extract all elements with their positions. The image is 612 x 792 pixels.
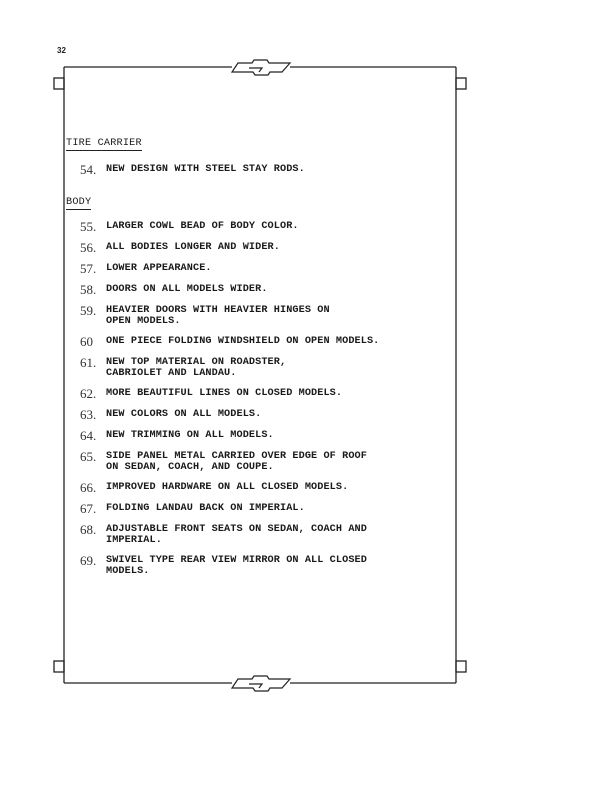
item-text: HEAVIER DOORS WITH HEAVIER HINGES ON OPEN MODELS. — [106, 305, 330, 327]
item-text: ALL BODIES LONGER AND WIDER. — [106, 242, 280, 253]
item-number: 66. — [80, 480, 97, 495]
section-heading-body: BODY — [66, 197, 92, 208]
item-number: 58. — [80, 282, 97, 297]
list-item — [80, 164, 446, 176]
section-tire-carrier — [66, 138, 446, 176]
item-text: IMPROVED HARDWARE ON ALL CLOSED MODELS. — [106, 482, 349, 493]
item-text: ADJUSTABLE FRONT SEATS ON SEDAN, COACH AND IMPERIAL. — [106, 524, 367, 546]
item-text: LARGER COWL BEAD OF BODY COLOR. — [106, 221, 299, 232]
item-number: 61. — [80, 355, 97, 370]
item-text: FOLDING LANDAU BACK ON IMPERIAL. — [106, 503, 305, 514]
section-heading-tire-carrier: TIRE CARRIER — [66, 138, 142, 149]
item-number: 59. — [80, 303, 97, 318]
item-number: 55. — [80, 219, 97, 234]
list-item — [80, 482, 446, 494]
item-text: NEW DESIGN WITH STEEL STAY RODS. — [106, 164, 305, 175]
corner-square-bottom-left — [54, 661, 64, 672]
item-text: SIDE PANEL METAL CARRIED OVER EDGE OF ROOF ON SEDAN, COACH, AND COUPE. — [106, 451, 367, 473]
item-number: 56. — [80, 240, 97, 255]
list-item — [80, 221, 446, 233]
item-text: LOWER APPEARANCE. — [106, 263, 212, 274]
list-item — [80, 284, 446, 296]
corner-square-bottom-right — [456, 661, 466, 672]
page-content — [66, 138, 446, 586]
list-item — [80, 357, 446, 379]
item-number: 63. — [80, 407, 97, 422]
list-item — [80, 242, 446, 254]
list-item — [80, 451, 446, 473]
page-number: 32 — [57, 46, 66, 55]
item-number: 60 — [80, 334, 93, 349]
item-number: 57. — [80, 261, 97, 276]
list-item — [80, 524, 446, 546]
list-item — [80, 263, 446, 275]
list-item — [80, 305, 446, 327]
corner-square-top-left — [54, 78, 64, 89]
list-item — [80, 336, 446, 348]
item-text: ONE PIECE FOLDING WINDSHIELD ON OPEN MODELS. — [106, 336, 380, 347]
item-text: DOORS ON ALL MODELS WIDER. — [106, 284, 268, 295]
bowtie-emblem-bottom-icon — [232, 676, 290, 691]
item-number: 69. — [80, 553, 97, 568]
item-number: 67. — [80, 501, 97, 516]
list-item — [80, 430, 446, 442]
item-number: 54. — [80, 162, 97, 177]
item-text: MORE BEAUTIFUL LINES ON CLOSED MODELS. — [106, 388, 343, 399]
corner-square-top-right — [456, 78, 466, 89]
bowtie-emblem-top-icon — [232, 60, 290, 75]
section-body — [66, 185, 446, 577]
list-item — [80, 388, 446, 400]
item-number: 64. — [80, 428, 97, 443]
item-text: NEW COLORS ON ALL MODELS. — [106, 409, 262, 420]
item-number: 62. — [80, 386, 97, 401]
item-text: SWIVEL TYPE REAR VIEW MIRROR ON ALL CLOSED MODELS. — [106, 555, 367, 577]
item-number: 65. — [80, 449, 97, 464]
list-item — [80, 409, 446, 421]
item-text: NEW TOP MATERIAL ON ROADSTER, CABRIOLET AND LANDAU. — [106, 357, 287, 379]
item-text: NEW TRIMMING ON ALL MODELS. — [106, 430, 274, 441]
list-item — [80, 503, 446, 515]
item-number: 68. — [80, 522, 97, 537]
list-item — [80, 555, 446, 577]
